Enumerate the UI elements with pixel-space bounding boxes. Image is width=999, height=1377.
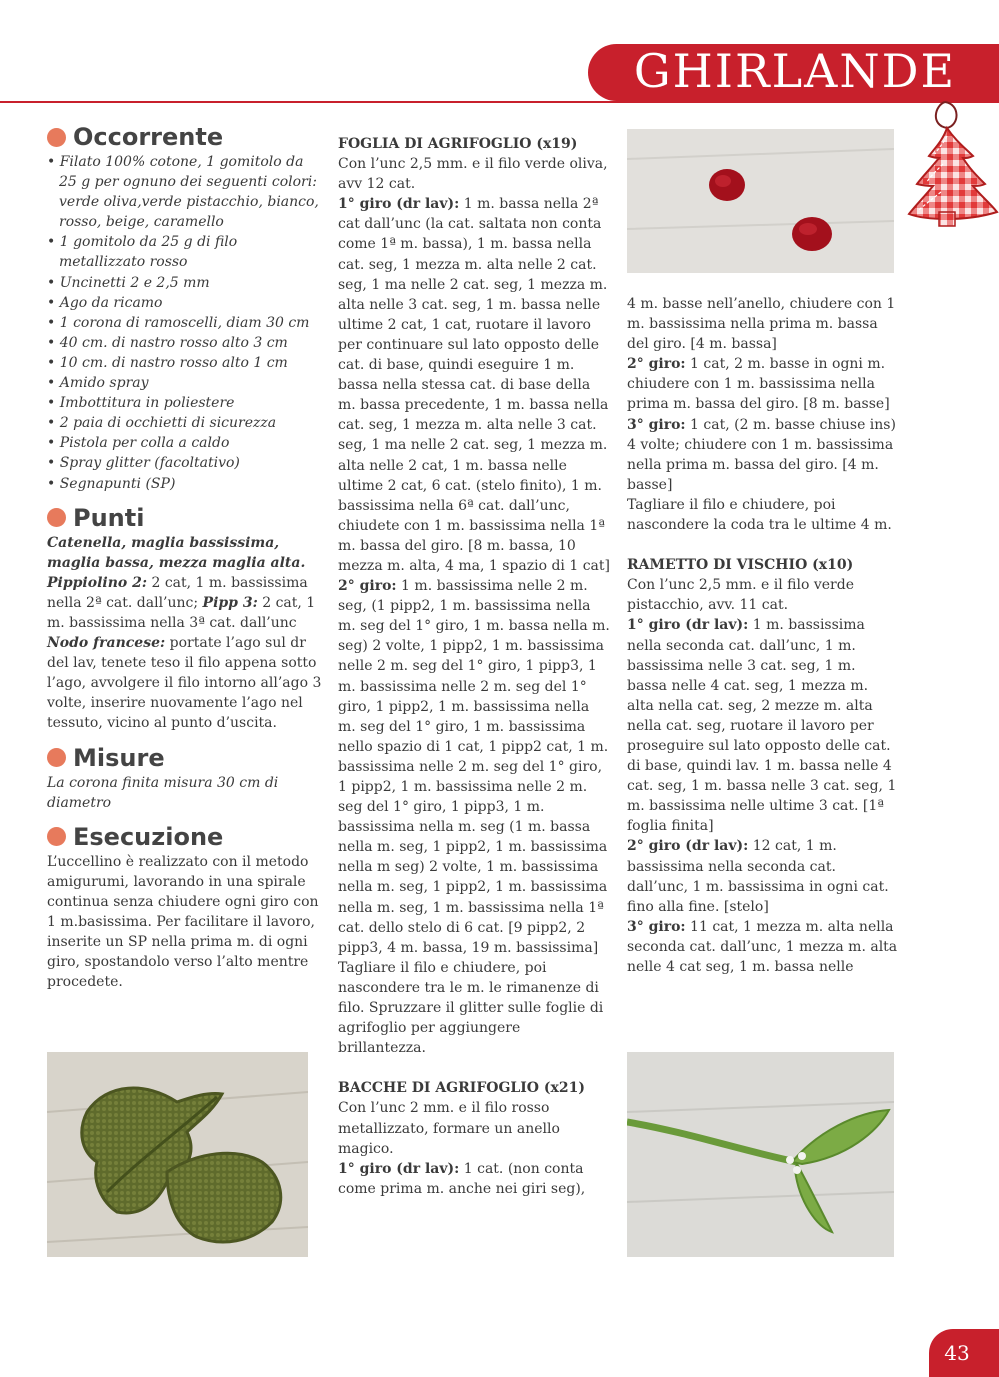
round-text: 11 cat, 1 mezza m. alta nella seconda cat. dall’unc, 1 mezza m. alta nelle 4 cat seg, 1 m. bassa nelle xyxy=(627,918,898,975)
bacche-round-2 xyxy=(627,354,899,414)
bullet-dot-icon xyxy=(47,508,66,527)
round-text: 1 cat, 2 m. basse in ogni m. chiudere con 1 m. bassissima nella prima m. bassa del giro. [8 m. basse] xyxy=(627,356,890,413)
round-text: 1 cat. (non conta come prima m. anche nei giri seg), xyxy=(338,1160,586,1197)
round-label: 1° giro (dr lav): xyxy=(627,617,749,634)
execution-text: L’uccellino è realizzato con il metodo amigurumi, lavorando in una spirale continua senza chiudere ogni giro con 1 m.basissima. Per facilitare il lavoro, inserite un SP nella prima m. di ogni giro, spostandolo verso l’alto mentre procedete. xyxy=(47,853,319,991)
list-item: • Amido spray xyxy=(47,373,322,393)
section-occorrente xyxy=(47,122,322,152)
list-item: • Ago da ricamo xyxy=(47,293,322,313)
round-text: 1 cat, (2 m. basse chiuse ins) 4 volte; chiudere con 1 m. bassissima nella prima m. bassa del giro. [4 m. basse] xyxy=(627,416,896,493)
bacche-intro: Con l’unc 2 mm. e il filo rosso metallizzato, formare un anello magico. xyxy=(338,1100,560,1157)
foglia-round-1 xyxy=(338,194,610,576)
round-label: 2° giro: xyxy=(338,578,397,595)
round-label: 3° giro: xyxy=(627,416,686,433)
list-item: • Filato 100% cotone, 1 gomitolo da 25 g per ognuno dei seguenti colori: verde oliva,verde pistacchio, bianco, rosso, beige, caramello xyxy=(47,152,322,232)
section-misure xyxy=(47,743,322,773)
list-item: • Segnapunti (SP) xyxy=(47,474,322,494)
list-item: • 1 gomitolo da 25 g di filo metallizzato rosso xyxy=(47,232,322,272)
stitch-label: Pippiolino 2: xyxy=(47,574,148,591)
list-item: • Imbottitura in poliestere xyxy=(47,393,322,413)
vischio-round-1 xyxy=(627,615,899,836)
round-text: 1 m. bassissima nelle 2 m. seg, (1 pipp2, 1 m. bassissima nella m. seg del 1° giro, 1 m. bassa nella m. seg) 2 volte, 1 pipp2, 1 m. bassissima nelle 2 m. seg del 1° giro, 1 pipp3, 1 m. bassissima nelle 2 m. seg del 1° giro, 1 pipp2, 1 m. bassissima nella m. seg del 1° giro, 1 m. bassissima nello spazio di 1 cat, 1 pipp2 cat, 1 m. bassissima nelle 2 m. seg del 1° giro, 1 pipp2, 1 m. bassissima nelle 2 m. seg del 1° giro, 1 pipp3, 1 m. bassissima nella m. seg (1 m. bassa nella m. seg, 1 pipp2, 1 m. bassissima nella m seg) 2 volte, 1 m. bassissima nella m. seg, 1 pipp2, 1 m. bassissima nella m. seg, 1 m. bassissima nella 1ª cat. dello stelo di 6 cat. [9 pipp2, 2 pipp3, 4 m. bassa, 19 m. bassissima] xyxy=(338,578,610,956)
foglia-round-2 xyxy=(338,576,610,958)
section-title: Punti xyxy=(73,503,145,532)
stitch-label: Pipp 3: xyxy=(202,594,258,611)
tree-ornament-icon xyxy=(905,100,999,240)
section-title: Misure xyxy=(73,743,165,772)
section-punti xyxy=(47,503,322,533)
list-item: • 40 cm. di nastro rosso alto 3 cm xyxy=(47,333,322,353)
vischio-heading: RAMETTO DI VISCHIO (x10) xyxy=(627,557,854,574)
measure-text: La corona finita misura 30 cm di diametro xyxy=(47,774,279,811)
round-label: 2° giro (dr lav): xyxy=(627,838,749,855)
materials-list xyxy=(47,152,322,494)
page-number: 43 xyxy=(944,1341,970,1365)
round-label: 3° giro: xyxy=(627,918,686,935)
round-text: 12 cat, 1 m. bassissima nella seconda cat. dall’unc, 1 m. bassissima in ogni cat. fino alla fine. [stelo] xyxy=(627,838,889,915)
list-item: • 1 corona di ramoscelli, diam 30 cm xyxy=(47,313,322,333)
stitch-text: portate l’ago sul dr del lav, tenete teso il filo appena sotto l’ago, avvolgere il filo intorno all’ago 3 volte, inserire nuovamente l’ago nel tessuto, vicino al punto d’uscita. xyxy=(47,635,322,732)
holly-leaves-photo xyxy=(47,1052,308,1257)
vischio-round-2 xyxy=(627,836,899,916)
bullet-dot-icon xyxy=(47,748,66,767)
header-rule xyxy=(0,101,999,103)
column-2 xyxy=(338,134,610,1199)
round-label: 2° giro: xyxy=(627,356,686,373)
list-item: • Uncinetti 2 e 2,5 mm xyxy=(47,273,322,293)
list-item: • 2 paia di occhietti di sicurezza xyxy=(47,413,322,433)
section-esecuzione xyxy=(47,822,322,852)
stitch-text: 2 cat, 1 m. bassissima nella 2ª cat. dall’unc; xyxy=(47,574,308,611)
section-title: Occorrente xyxy=(73,123,224,151)
foglia-heading: FOGLIA DI AGRIFOGLIO (x19) xyxy=(338,136,578,152)
column-1 xyxy=(47,122,322,992)
bacche-cont: 4 m. basse nell’anello, chiudere con 1 m. bassissima nella prima m. bassa del giro. [4 m. bassa] xyxy=(627,296,896,353)
bacche-round-1 xyxy=(338,1159,610,1199)
list-item: • Spray glitter (facoltativo) xyxy=(47,453,322,473)
stitches-text xyxy=(47,573,322,734)
round-label: 1° giro (dr lav): xyxy=(338,1160,460,1177)
list-item: • 10 cm. di nastro rosso alto 1 cm xyxy=(47,353,322,373)
round-text: 1 m. bassissima nella seconda cat. dall’unc, 1 m. bassissima nelle 3 cat. seg, 1 m. bassa nelle 4 cat. seg, 1 mezza m. alta nella cat. seg, 2 mezze m. alta nella cat. seg, ruotare il lavoro per proseguire sul lato opposto delle cat. di base, quindi lav. 1 m. bassa nelle 4 cat. seg, 1 m. bassa nelle 3 cat. seg, 1 m. bassissima nelle ultime 3 cat. [1ª foglia finita] xyxy=(627,617,897,835)
bacche-end: Tagliare il filo e chiudere, poi nascondere la coda tra le ultime 4 m. xyxy=(627,496,892,534)
round-label: 1° giro (dr lav): xyxy=(338,196,460,213)
list-item: • Pistola per colla a caldo xyxy=(47,433,322,453)
stitch-text: 2 cat, 1 m. bassissima nella 3ª cat. dall’unc xyxy=(47,594,316,631)
bacche-heading: BACCHE DI AGRIFOGLIO (x21) xyxy=(338,1080,585,1097)
holly-berries-photo xyxy=(627,129,894,273)
bacche-round-3 xyxy=(627,415,899,495)
page-title: GHIRLANDE xyxy=(633,44,957,98)
round-text: 1 m. bassa nella 2ª cat dall’unc (la cat. saltata non conta come 1ª m. bassa), 1 m. bassa nella cat. seg, 1 mezza m. alta nelle 2 cat. seg, 1 ma nelle 2 cat. seg, 1 mezza m. alta nelle 3 cat. seg, 1 m. bassa nelle ultime 2 cat, 1 cat, ruotare il lavoro per continuare sul lato opposto delle cat. di base, quindi eseguire 1 m. bassa nella stessa cat. di base della m. bassa precedente, 1 m. bassa nella cat. seg, 1 mezza m. alta nelle 3 cat. seg, 1 ma nelle 2 cat. seg, 1 mezza m. alta nelle 2 cat, 1 m. bassa nelle ultime 2 cat, 6 cat. (stelo finito), 1 m. bassissima nella 6ª cat. dall’unc, chiudete con 1 m. bassissima nella 1ª m. bassa del giro. [8 m. bassa, 10 mezza m. alta, 4 ma, 1 spazio di 1 cat] xyxy=(338,196,610,574)
stitches-intro: Catenella, maglia bassissima, maglia bassa, mezza maglia alta. xyxy=(47,534,306,571)
bullet-dot-icon xyxy=(47,827,66,846)
column-3 xyxy=(627,294,899,977)
vischio-round-3 xyxy=(627,917,899,977)
bullet-dot-icon xyxy=(47,128,66,147)
stitch-label: Nodo francese: xyxy=(47,635,166,652)
mistletoe-photo xyxy=(627,1052,894,1257)
foglia-intro: Con l’unc 2,5 mm. e il filo verde oliva, avv 12 cat. xyxy=(338,156,608,193)
foglia-end: Tagliare il filo e chiudere, poi nascondere tra le m. le rimanenze di filo. Spruzzare il glitter sulle foglie di agrifoglio per aggiungere brillantezza. xyxy=(338,959,604,1057)
section-title: Esecuzione xyxy=(73,822,224,851)
vischio-intro: Con l’unc 2,5 mm. e il filo verde pistacchio, avv. 11 cat. xyxy=(627,577,854,614)
